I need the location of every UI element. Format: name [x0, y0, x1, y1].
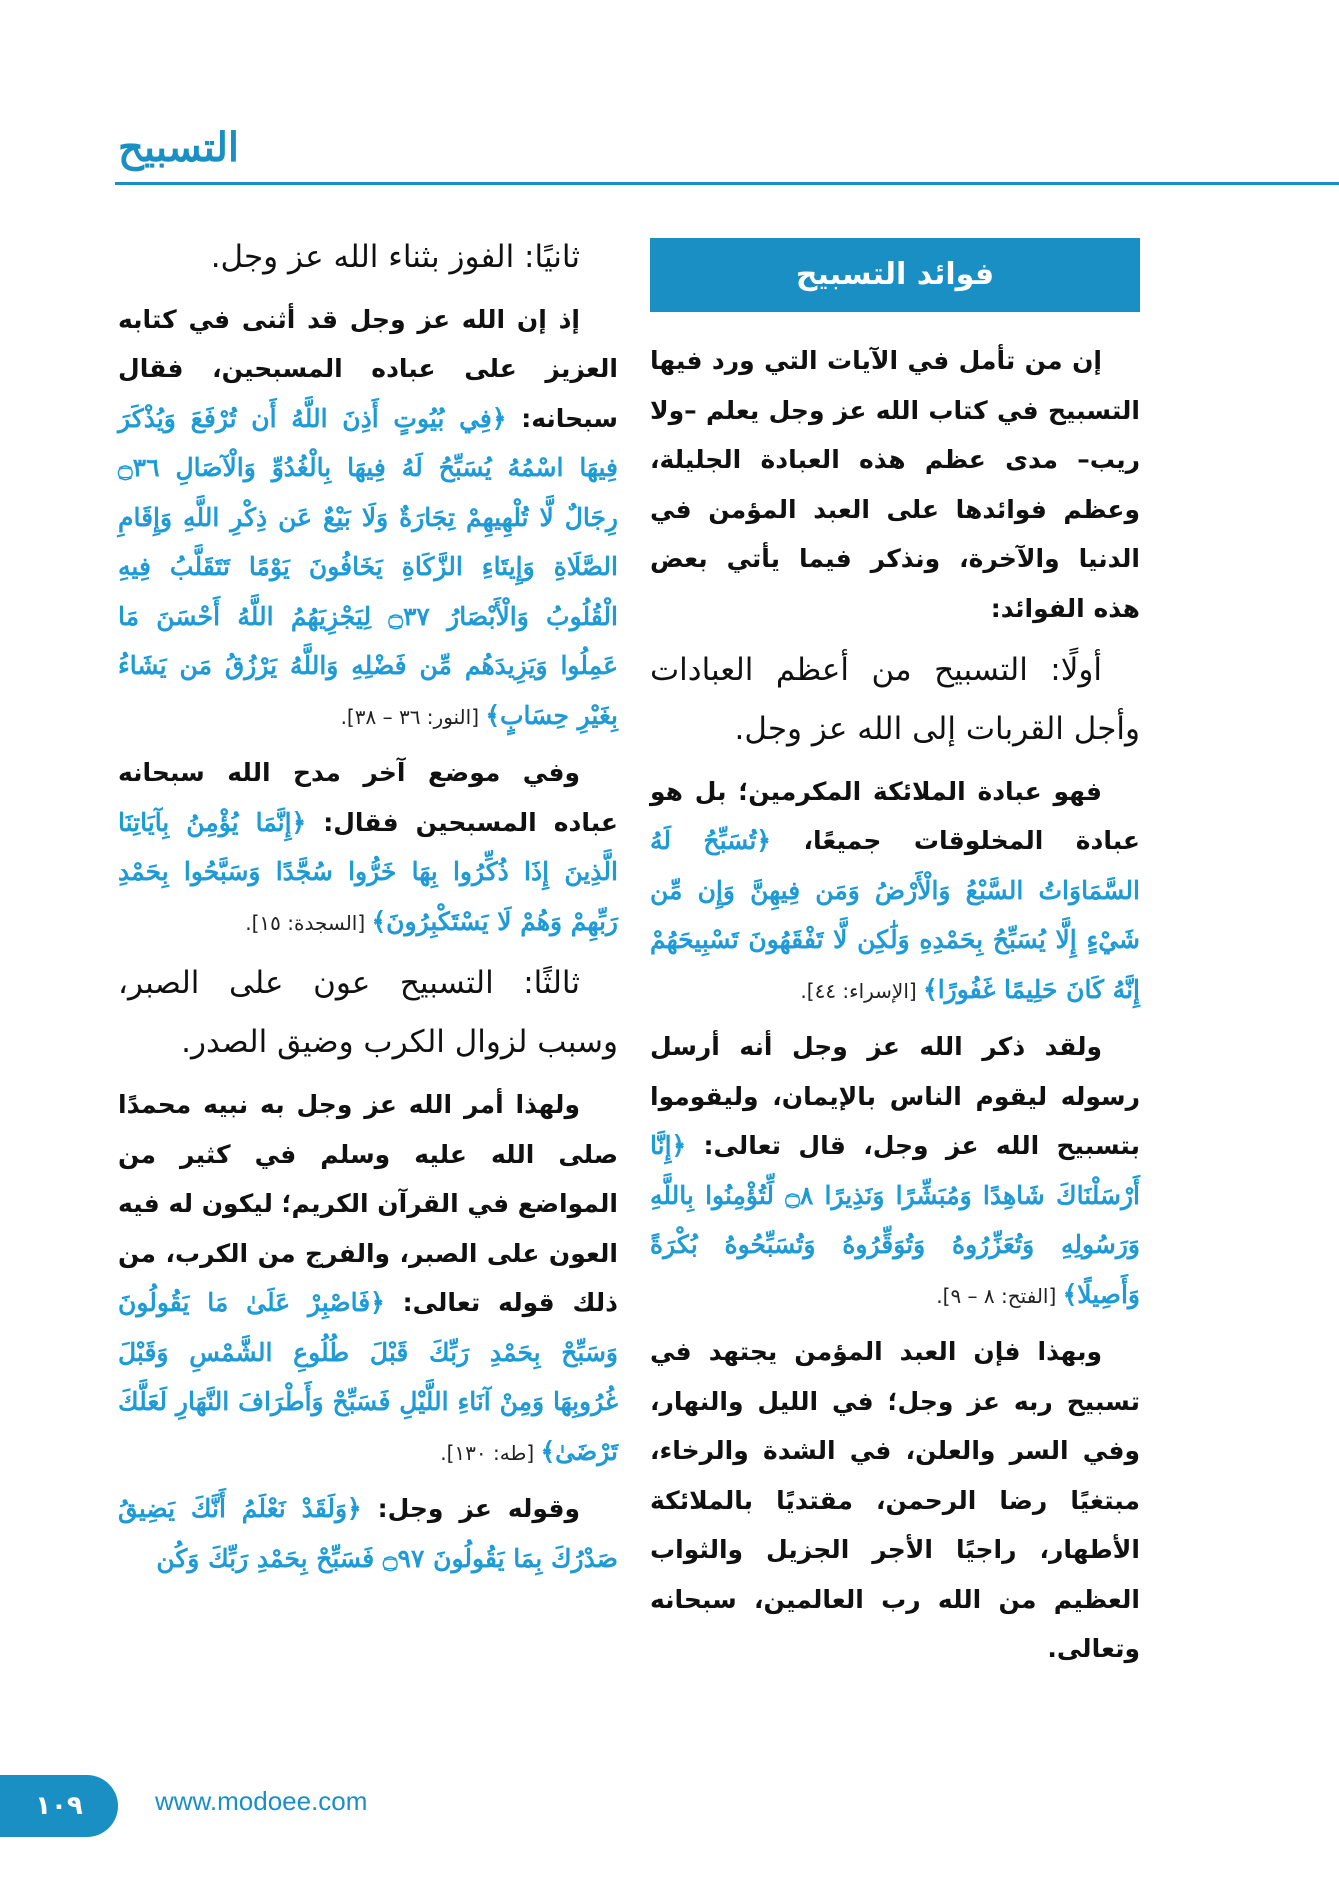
- paragraph-text: فهو عبادة الملائكة المكرمين؛ بل هو عبادة المخلوقات جميعًا،: [650, 776, 1140, 856]
- verse-citation: [الإسراء: ٤٤].: [800, 978, 924, 1003]
- quran-verse: ﴿فَاصْبِرْ عَلَىٰ مَا يَقُولُونَ وَسَبِّحْ بِحَمْدِ رَبِّكَ قَبْلَ طُلُوعِ الشَّمْسِ وَقَبْلَ غُرُوبِهَا وَمِنْ آنَاءِ اللَّيْلِ فَسَبِّحْ وَأَطْرَافَ النَّهَارِ لَعَلَّكَ تَرْضَىٰ﴾: [118, 1288, 618, 1466]
- paragraph-conclusion: وبهذا فإن العبد المؤمن يجتهد في تسبيح ربه عز وجل؛ في الليل والنهار، وفي السر والعلن، في الشدة والرخاء، مبتغيًا رضا الرحمن، مقتديًا بالملائكة الأطهار، راجيًا الأجر الجزيل والثواب العظيم من الله رب العالمين، سبحانه وتعالى.: [650, 1337, 1140, 1664]
- left-column: [118, 228, 618, 1591]
- header-divider: [115, 182, 1339, 185]
- paragraph-hijr: [118, 1484, 618, 1583]
- paragraph-messenger: [650, 1022, 1140, 1319]
- intro-paragraph: إن من تأمل في الآيات التي ورد فيها التسبيح في كتاب الله عز وجل يعلم –ولا ريب– مدى عظم هذه العبادة الجليلة، وعظم فوائدها على العبد المؤمن في الدنيا والآخرة، ونذكر فيما يأتي بعض هذه الفوائد:: [650, 346, 1140, 623]
- quran-verse: ﴿فِي بُيُوتٍ أَذِنَ اللَّهُ أَن تُرْفَعَ وَيُذْكَرَ فِيهَا اسْمُهُ يُسَبِّحُ لَهُ فِيهَا بِالْغُدُوِّ وَالْآصَالِ ۝٣٦ رِجَالٌ لَّا تُلْهِيهِمْ تِجَارَةٌ وَلَا بَيْعٌ عَن ذِكْرِ اللَّهِ وَإِقَامِ الصَّلَاةِ وَإِيتَاءِ الزَّكَاةِ يَخَافُونَ يَوْمًا تَتَقَلَّبُ فِيهِ الْقُلُوبُ وَالْأَبْصَارُ ۝٣٧ لِيَجْزِيَهُمُ اللَّهُ أَحْسَنَ مَا عَمِلُوا وَيَزِيدَهُم مِّن فَضْلِهِ وَاللَّهُ يَرْزُقُ مَن يَشَاءُ بِغَيْرِ حِسَابٍ﴾: [118, 403, 618, 730]
- right-column: [650, 228, 1140, 1682]
- point-one: أولًا: التسبيح من أعظم العبادات وأجل القربات إلى الله عز وجل.: [650, 652, 1140, 747]
- paragraph-text: ولهذا أمر الله عز وجل به نبيه محمدًا صلى الله عليه وسلم في كثير من المواضع في القرآن الكريم؛ ليكون له فيه العون على الصبر، والفرج من الكرب، من ذلك قوله تعالى:: [118, 1090, 619, 1318]
- page-number-badge: ١٠٩: [0, 1775, 118, 1837]
- paragraph-praise: [118, 295, 618, 741]
- footer-url[interactable]: www.modoee.com: [155, 1786, 368, 1816]
- verse-citation: [السجدة: ١٥].: [245, 910, 372, 935]
- quran-verse: ﴿إِنَّا أَرْسَلْنَاكَ شَاهِدًا وَمُبَشِّرًا وَنَذِيرًا ۝٨ لِّتُؤْمِنُوا بِاللَّهِ وَرَسُولِهِ وَتُعَزِّرُوهُ وَتُوَقِّرُوهُ وَتُسَبِّحُوهُ بُكْرَةً وَأَصِيلًا﴾: [650, 1131, 1140, 1309]
- verse-citation: [طه: ١٣٠].: [440, 1440, 541, 1465]
- quran-verse: ﴿إِنَّمَا يُؤْمِنُ بِآيَاتِنَا الَّذِينَ إِذَا ذُكِّرُوا بِهَا خَرُّوا سُجَّدًا وَسَبَّحُوا بِحَمْدِ رَبِّهِمْ وَهُمْ لَا يَسْتَكْبِرُونَ﴾: [118, 807, 618, 936]
- quran-verse: ﴿تُسَبِّحُ لَهُ السَّمَاوَاتُ السَّبْعُ وَالْأَرْضُ وَمَن فِيهِنَّ وَإِن مِّن شَيْءٍ إِلَّا يُسَبِّحُ بِحَمْدِهِ وَلَٰكِن لَّا تَفْقَهُونَ تَسْبِيحَهُمْ إِنَّهُ كَانَ حَلِيمًا غَفُورًا﴾: [650, 826, 1140, 1004]
- point-two: ثانيًا: الفوز بثناء الله عز وجل.: [210, 239, 580, 275]
- section-heading: فوائد التسبيح: [650, 238, 1140, 312]
- paragraph-patience: [118, 1080, 618, 1476]
- paragraph-text: وفي موضع آخر مدح الله سبحانه عباده المسبحين فقال:: [118, 758, 618, 837]
- quran-verse: ﴿وَلَقَدْ نَعْلَمُ أَنَّكَ يَضِيقُ صَدْرُكَ بِمَا يَقُولُونَ ۝٩٧ فَسَبِّحْ بِحَمْدِ رَبِّكَ وَكُن: [118, 1494, 618, 1573]
- point-three: ثالثًا: التسبيح عون على الصبر، وسبب لزوال الكرب وضيق الصدر.: [118, 965, 618, 1061]
- paragraph-sajdah: [118, 748, 618, 946]
- paragraph-text: إذ إن الله عز وجل قد أثنى في كتابه العزيز على عباده المسبحين، فقال سبحانه:: [118, 304, 618, 433]
- verse-citation: [النور: ٣٦ – ٣٨].: [340, 704, 486, 729]
- page-title: التسبيح: [118, 124, 240, 171]
- paragraph-angels: [650, 767, 1140, 1015]
- paragraph-text: ولقد ذكر الله عز وجل أنه أرسل رسوله ليقوم الناس بالإيمان، وليقوموا بتسبيح الله عز وجل، قال تعالى:: [650, 1032, 1140, 1161]
- verse-citation: [الفتح: ٨ – ٩].: [936, 1283, 1063, 1308]
- paragraph-text: وقوله عز وجل:: [361, 1494, 580, 1524]
